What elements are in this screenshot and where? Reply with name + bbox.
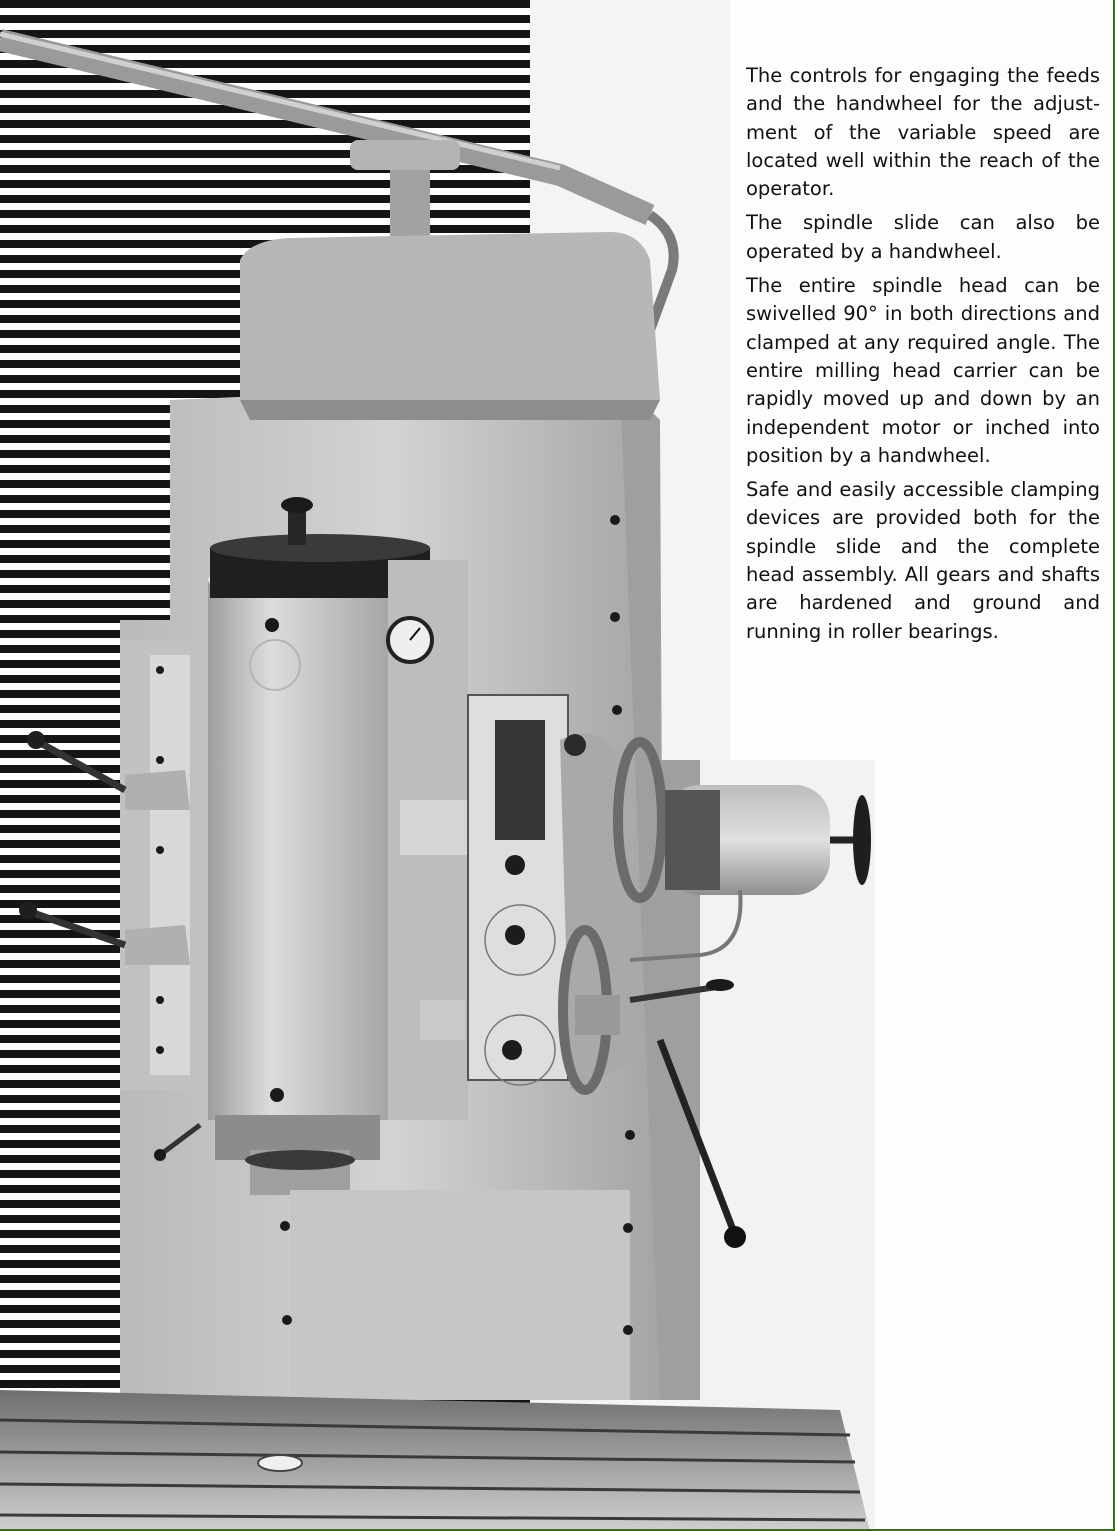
paragraph-controls: The controls for engaging the feeds and the handwheel for the adjustment of the variable speed are located well within the reach of the operator. xyxy=(746,64,1100,201)
paragraph-spindle-slide: The spindle slide can also be operated by a handwheel. xyxy=(746,211,1100,263)
body-text xyxy=(746,62,1100,652)
paragraph-clamping: Safe and easily accessible clamping devices are provided both for the spindle slide and the complete head assembly. All gears and shafts are hardened and ground and running in roller bearings. xyxy=(746,478,1100,643)
paragraph-spindle-head: The entire spindle head can be swivelled 90° in both directions and clamped at any required angle. The entire milling head carrier can be rapidly moved up and down by an independent motor or inched into position by a handwheel. xyxy=(746,274,1100,467)
